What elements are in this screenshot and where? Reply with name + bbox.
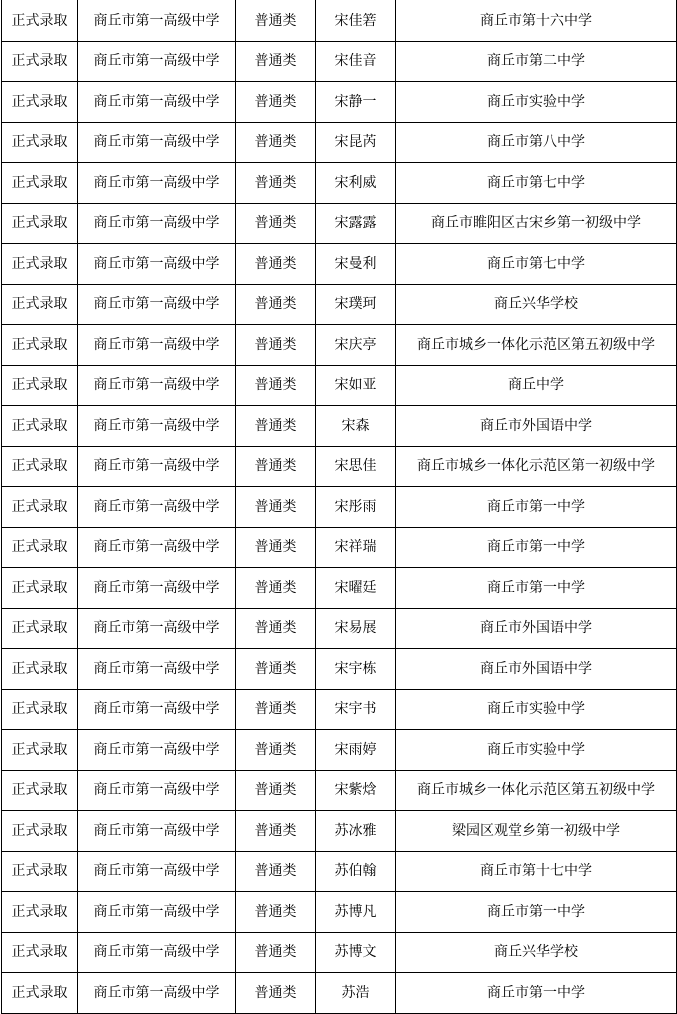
graduating-school-cell: 商丘市城乡一体化示范区第五初级中学 [396,325,677,366]
graduating-school-cell: 商丘市第一中学 [396,527,677,568]
category-cell: 普通类 [236,608,316,649]
admitting-school-cell: 商丘市第一高级中学 [78,487,236,528]
student-name-cell: 苏伯翰 [316,851,396,892]
admitting-school-cell: 商丘市第一高级中学 [78,568,236,609]
graduating-school-cell: 商丘市第十七中学 [396,851,677,892]
student-name-cell: 宋佳音 [316,41,396,82]
table-row [2,932,677,973]
admission-status-cell: 正式录取 [2,446,78,487]
student-name-cell: 宋易展 [316,608,396,649]
category-cell: 普通类 [236,82,316,123]
table-row [2,973,677,1014]
category-cell: 普通类 [236,770,316,811]
graduating-school-cell: 商丘市第二中学 [396,41,677,82]
category-cell: 普通类 [236,851,316,892]
graduating-school-cell: 商丘兴华学校 [396,284,677,325]
graduating-school-cell: 商丘市第一中学 [396,487,677,528]
student-name-cell: 宋利威 [316,163,396,204]
table-row [2,689,677,730]
table-row [2,1,677,42]
table-row [2,811,677,852]
category-cell: 普通类 [236,892,316,933]
graduating-school-cell: 商丘市第一中学 [396,973,677,1014]
admitting-school-cell: 商丘市第一高级中学 [78,932,236,973]
graduating-school-cell: 商丘中学 [396,365,677,406]
graduating-school-cell: 商丘兴华学校 [396,932,677,973]
admission-status-cell: 正式录取 [2,851,78,892]
admitting-school-cell: 商丘市第一高级中学 [78,365,236,406]
admitting-school-cell: 商丘市第一高级中学 [78,41,236,82]
table-row [2,284,677,325]
admitting-school-cell: 商丘市第一高级中学 [78,689,236,730]
graduating-school-cell: 商丘市实验中学 [396,82,677,123]
category-cell: 普通类 [236,487,316,528]
table-row [2,568,677,609]
category-cell: 普通类 [236,730,316,771]
student-name-cell: 苏博凡 [316,892,396,933]
student-name-cell: 宋佳箬 [316,1,396,42]
admission-status-cell: 正式录取 [2,973,78,1014]
student-name-cell: 宋祥瑞 [316,527,396,568]
admission-status-cell: 正式录取 [2,163,78,204]
category-cell: 普通类 [236,122,316,163]
category-cell: 普通类 [236,1,316,42]
graduating-school-cell: 商丘市第一中学 [396,568,677,609]
category-cell: 普通类 [236,284,316,325]
category-cell: 普通类 [236,527,316,568]
table-row [2,608,677,649]
table-row [2,122,677,163]
admitting-school-cell: 商丘市第一高级中学 [78,973,236,1014]
graduating-school-cell: 商丘市睢阳区古宋乡第一初级中学 [396,203,677,244]
admission-status-cell: 正式录取 [2,568,78,609]
category-cell: 普通类 [236,325,316,366]
graduating-school-cell: 商丘市第七中学 [396,244,677,285]
category-cell: 普通类 [236,244,316,285]
student-name-cell: 宋昆芮 [316,122,396,163]
table-row [2,244,677,285]
student-name-cell: 宋静一 [316,82,396,123]
admission-status-cell: 正式录取 [2,203,78,244]
category-cell: 普通类 [236,811,316,852]
admitting-school-cell: 商丘市第一高级中学 [78,851,236,892]
table-row [2,892,677,933]
student-name-cell: 宋璞珂 [316,284,396,325]
graduating-school-cell: 商丘市外国语中学 [396,608,677,649]
admitting-school-cell: 商丘市第一高级中学 [78,446,236,487]
student-name-cell: 宋雨婷 [316,730,396,771]
student-name-cell: 苏冰雅 [316,811,396,852]
admission-table [1,0,677,1014]
category-cell: 普通类 [236,41,316,82]
table-row [2,203,677,244]
category-cell: 普通类 [236,649,316,690]
admitting-school-cell: 商丘市第一高级中学 [78,649,236,690]
admitting-school-cell: 商丘市第一高级中学 [78,122,236,163]
admission-status-cell: 正式录取 [2,932,78,973]
table-row [2,406,677,447]
admission-status-cell: 正式录取 [2,730,78,771]
admission-status-cell: 正式录取 [2,365,78,406]
category-cell: 普通类 [236,446,316,487]
category-cell: 普通类 [236,689,316,730]
graduating-school-cell: 商丘市外国语中学 [396,649,677,690]
category-cell: 普通类 [236,203,316,244]
student-name-cell: 宋曜廷 [316,568,396,609]
graduating-school-cell: 商丘市城乡一体化示范区第五初级中学 [396,770,677,811]
category-cell: 普通类 [236,568,316,609]
graduating-school-cell: 商丘市实验中学 [396,730,677,771]
admitting-school-cell: 商丘市第一高级中学 [78,203,236,244]
student-name-cell: 苏博文 [316,932,396,973]
table-row [2,770,677,811]
admission-status-cell: 正式录取 [2,122,78,163]
admission-status-cell: 正式录取 [2,689,78,730]
category-cell: 普通类 [236,932,316,973]
student-name-cell: 宋森 [316,406,396,447]
admission-status-cell: 正式录取 [2,244,78,285]
category-cell: 普通类 [236,163,316,204]
admission-status-cell: 正式录取 [2,284,78,325]
category-cell: 普通类 [236,365,316,406]
admission-status-cell: 正式录取 [2,527,78,568]
category-cell: 普通类 [236,973,316,1014]
admitting-school-cell: 商丘市第一高级中学 [78,527,236,568]
admission-status-cell: 正式录取 [2,892,78,933]
graduating-school-cell: 梁园区观堂乡第一初级中学 [396,811,677,852]
student-name-cell: 宋如亚 [316,365,396,406]
admitting-school-cell: 商丘市第一高级中学 [78,1,236,42]
admission-status-cell: 正式录取 [2,82,78,123]
admission-status-cell: 正式录取 [2,608,78,649]
table-row [2,365,677,406]
admitting-school-cell: 商丘市第一高级中学 [78,284,236,325]
table-row [2,163,677,204]
admitting-school-cell: 商丘市第一高级中学 [78,892,236,933]
student-name-cell: 宋宇书 [316,689,396,730]
admitting-school-cell: 商丘市第一高级中学 [78,406,236,447]
admitting-school-cell: 商丘市第一高级中学 [78,811,236,852]
admitting-school-cell: 商丘市第一高级中学 [78,608,236,649]
table-row [2,851,677,892]
table-row [2,730,677,771]
admission-status-cell: 正式录取 [2,649,78,690]
graduating-school-cell: 商丘市外国语中学 [396,406,677,447]
student-name-cell: 宋彤雨 [316,487,396,528]
admitting-school-cell: 商丘市第一高级中学 [78,325,236,366]
graduating-school-cell: 商丘市实验中学 [396,689,677,730]
admission-status-cell: 正式录取 [2,811,78,852]
table-row [2,82,677,123]
graduating-school-cell: 商丘市第八中学 [396,122,677,163]
table-row [2,325,677,366]
graduating-school-cell: 商丘市第十六中学 [396,1,677,42]
admitting-school-cell: 商丘市第一高级中学 [78,244,236,285]
graduating-school-cell: 商丘市第一中学 [396,892,677,933]
admission-status-cell: 正式录取 [2,41,78,82]
admission-status-cell: 正式录取 [2,487,78,528]
student-name-cell: 宋宇栋 [316,649,396,690]
table-row [2,649,677,690]
student-name-cell: 宋庆亭 [316,325,396,366]
student-name-cell: 宋紫焓 [316,770,396,811]
admission-table-body [2,1,677,1014]
admitting-school-cell: 商丘市第一高级中学 [78,82,236,123]
student-name-cell: 宋曼利 [316,244,396,285]
student-name-cell: 苏浩 [316,973,396,1014]
admission-status-cell: 正式录取 [2,770,78,811]
admission-status-cell: 正式录取 [2,1,78,42]
table-row [2,487,677,528]
graduating-school-cell: 商丘市城乡一体化示范区第一初级中学 [396,446,677,487]
graduating-school-cell: 商丘市第七中学 [396,163,677,204]
student-name-cell: 宋思佳 [316,446,396,487]
category-cell: 普通类 [236,406,316,447]
admitting-school-cell: 商丘市第一高级中学 [78,163,236,204]
admission-status-cell: 正式录取 [2,406,78,447]
student-name-cell: 宋露露 [316,203,396,244]
admitting-school-cell: 商丘市第一高级中学 [78,770,236,811]
admitting-school-cell: 商丘市第一高级中学 [78,730,236,771]
table-row [2,41,677,82]
table-row [2,527,677,568]
table-row [2,446,677,487]
admission-status-cell: 正式录取 [2,325,78,366]
